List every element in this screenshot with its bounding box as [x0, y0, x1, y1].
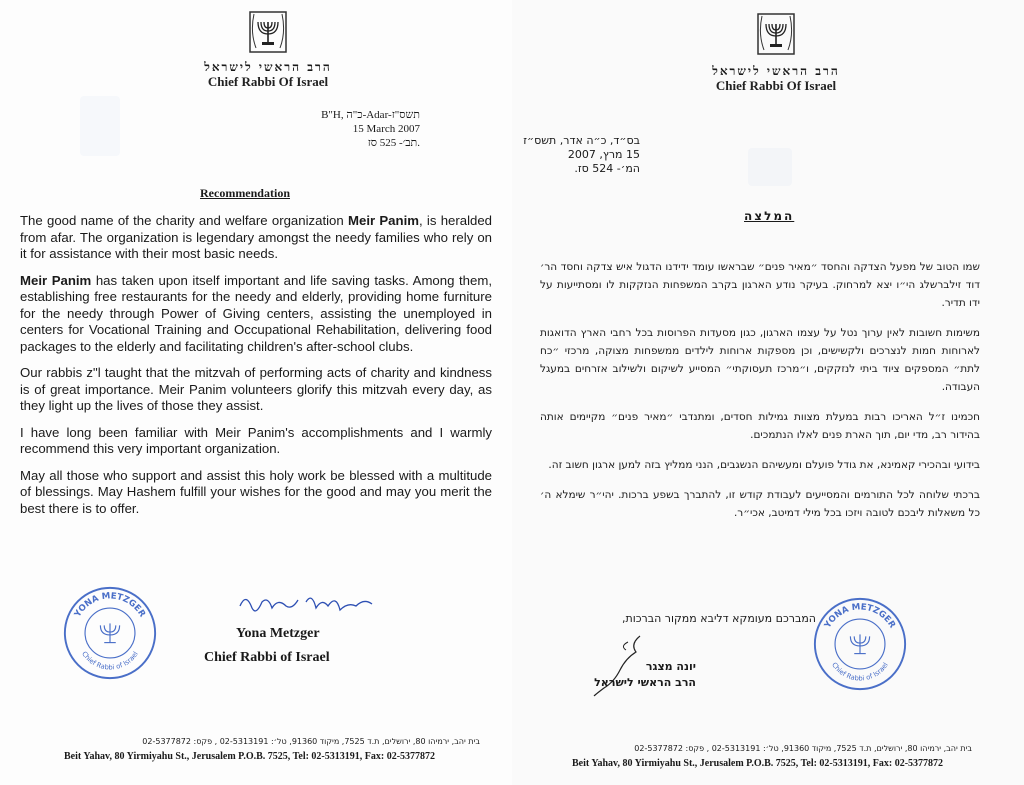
address-hebrew: בית יהב, ירמיהו 80, ירושלים, ת.ד 7525, מיקוד 91360, טל׳: 02-5313191 , פקס: 02-5377872	[634, 744, 972, 753]
office-title-english: Chief Rabbi Of Israel	[715, 78, 837, 93]
svg-text:YONA METZGER: YONA METZGER	[822, 602, 898, 631]
rabbi-seal-stamp	[812, 596, 908, 692]
recommendation-heading: המלצה	[744, 209, 795, 223]
letter-meta	[520, 134, 640, 176]
menorah-emblem-icon	[756, 12, 796, 56]
paragraph-4: בידועי ובהכירי קאמינא, את גודל פועלם ומעשיהם הנשגבים, הנני ממליץ בזה למען ארגון חשוב זה.	[548, 459, 980, 471]
office-title-hebrew: הרב הראשי לישראל	[204, 60, 332, 74]
signer-name: Yona Metzger	[236, 626, 320, 641]
faded-watermark	[748, 148, 792, 186]
reference-number: תב׳- 525 סז.	[367, 137, 420, 149]
paragraph-5: ברכתי שלוחה לכל התורמים והמסייעים לעבודת קודש זו, להתברך בשפע ברכות. יהי״ר שימלא ה׳ כל משאלות ליבכם לטובה ויזכו בכל מילי דמיטב, אכי״ר.	[540, 489, 980, 519]
paragraph-1: שמו הטוב של מפעל הצדקה והחסד ״מאיר פנים״ שבראשו עומד ידידנו הדגול איש צדקה וחסד הר׳ דוד זילברשלג הי״ו יצא למרחוק. בעיקר נודע הארגון בקרב המשפחות הנזקקות לו ומסתייעות על ידו תדיר.	[540, 261, 980, 309]
reference-number: המ׳- 524 סז.	[574, 162, 640, 175]
paragraph-1: The good name of the charity and welfare organization Meir Panim, is heralded from afar. The organization is legendary amongst the needy families who rely on it for assistance with their most basic needs.	[20, 213, 493, 261]
svg-text:Chief Rabbi of Israel: Chief Rabbi of Israel	[80, 650, 140, 672]
signer-title: הרב הראשי לישראל	[594, 676, 696, 689]
paragraph-3: חכמינו ז״ל האריכו רבות במעלת מצוות גמילות חסדים, ומתנדבי ״מאיר פנים״ מקיימים אותה בהידור רב, מדי יום, תוך הארת פנים לאלו הנתמכים.	[540, 411, 980, 441]
letter-body	[20, 213, 492, 527]
bh-date: בס״ד, כ״ה אדר, תשס״ז	[523, 134, 640, 147]
bh-date: B"H, כ"ה-Adar-תשס"ז	[321, 109, 420, 121]
svg-text:Chief Rabbi of Israel: Chief Rabbi of Israel	[830, 661, 890, 683]
menorah-emblem-icon	[248, 10, 288, 54]
signature-scrawl	[236, 588, 376, 624]
letter-date: 15 March 2007	[352, 123, 420, 135]
address-english: Beit Yahav, 80 Yirmiyahu St., Jerusalem P.O.B. 7525, Tel: 02-5313191, Fax: 02-5377872	[572, 758, 944, 769]
office-title-english: Chief Rabbi Of Israel	[207, 74, 329, 89]
letter-body	[540, 258, 980, 534]
svg-text:YONA METZGER: YONA METZGER	[72, 591, 148, 620]
office-title-hebrew: הרב הראשי לישראל	[712, 64, 840, 78]
rabbi-seal-stamp	[62, 585, 158, 681]
paragraph-5: May all those who support and assist this holy work be blessed with a multitude of blessings. May Hashem fulfill your wishes for the good and may you merit the best there is to offer.	[20, 467, 492, 516]
recommendation-heading: Recommendation	[200, 186, 290, 200]
hebrew-letter-page	[512, 0, 1024, 785]
faded-watermark	[80, 96, 120, 156]
paragraph-2: משימות חשובות לאין ערוך נטל על עצמו הארגון, כגון מסעדות הפרוסות בכל רחבי הארץ הדואגות לארוחות חמות לנצרכים ולקשישים, וכן מספקות ארוחות לילדים ממשפחות מצוקה, מרכזי ״כח לתת״ המספקים ציוד ביתי לנזקקים, ו״מרכז תעסוקתי״ המסייע לשיקום ולשילוב אזרחים במעגל העבודה.	[540, 327, 980, 393]
paragraph-2: Meir Panim has taken upon itself important and life saving tasks. Among them, establishing free restaurants for the needy and elderly, providing home furniture for the needy through Power of Giving centers, assisting the unemployed in centers for Vocational Training and Occupational Rehabilitation, delivering food packages to the elderly and facilitating children's after-school clubs.	[20, 272, 492, 354]
paragraph-4: I have long been familiar with Meir Panim's accomplishments and I warmly recommend this very important organization.	[20, 424, 492, 456]
letter-date: 15 מרץ, 2007	[567, 148, 640, 161]
paragraph-3: Our rabbis z"l taught that the mitzvah of performing acts of charity and kindness is of great importance. Meir Panim volunteers glorify this mitzvah every day, as they light up the lives of those they assist.	[20, 365, 492, 413]
org-name-bold: Meir Panim	[348, 213, 419, 228]
address-english: Beit Yahav, 80 Yirmiyahu St., Jerusalem P.O.B. 7525, Tel: 02-5313191, Fax: 02-5377872	[64, 751, 436, 762]
closing-line: המברכם מעומקא דליבא ממקור הברכות,	[622, 612, 816, 625]
letter-meta	[300, 108, 420, 150]
signer-title: Chief Rabbi of Israel	[204, 650, 330, 665]
signer-name: יונה מצגר	[645, 660, 696, 673]
address-hebrew: בית יהב, ירמיהו 80, ירושלים, ת.ד 7525, מיקוד 91360, טל׳: 02-5313191 , פקס: 02-5377872	[142, 737, 480, 746]
org-name-bold: Meir Panim	[20, 272, 92, 288]
